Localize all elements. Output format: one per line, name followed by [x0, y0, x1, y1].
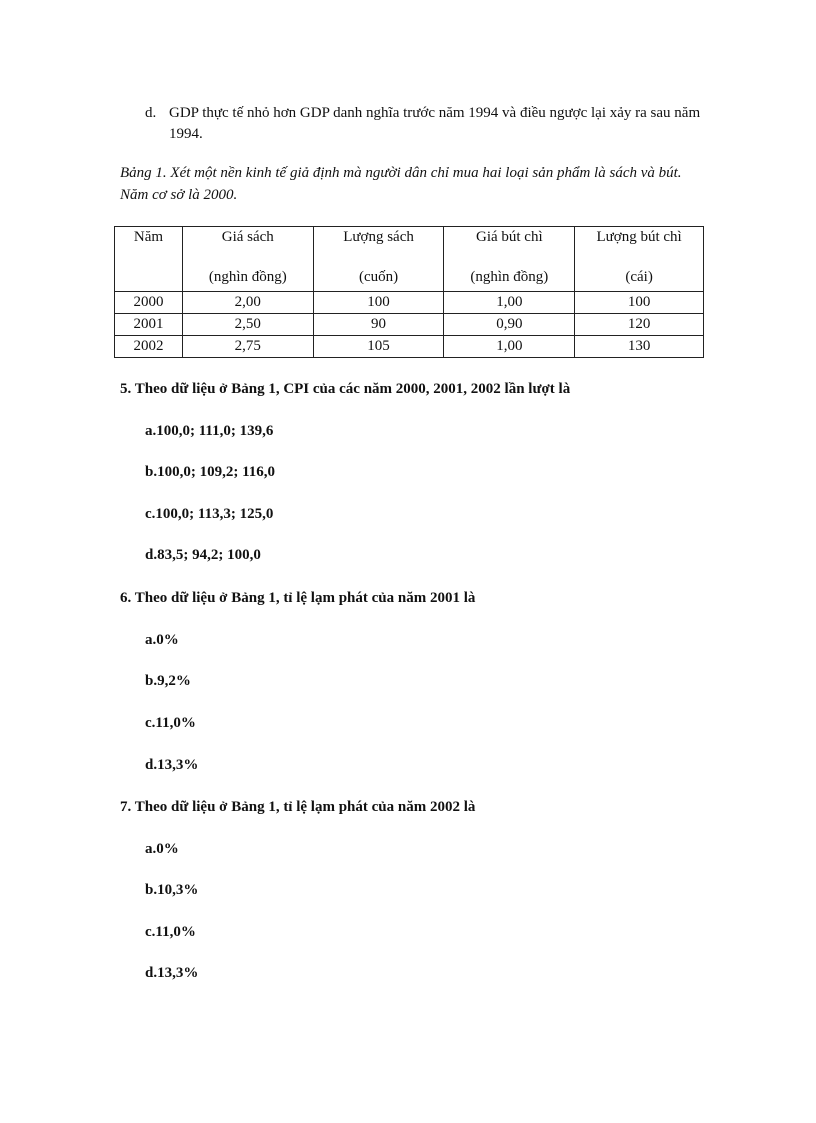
table-cell: 105: [313, 336, 444, 358]
answer-option-d: [145, 103, 715, 145]
header-unit: (cuốn): [358, 269, 399, 285]
question-5-option-d: d.83,5; 94,2; 100,0: [145, 547, 261, 563]
question-7-option-c: c.11,0%: [145, 924, 196, 940]
table-cell: 2,50: [182, 314, 313, 336]
table-cell: 0,90: [444, 314, 575, 336]
table-cell: 2002: [115, 336, 183, 358]
table-cell: 2,75: [182, 336, 313, 358]
header-book-price: [182, 227, 313, 292]
question-6-option-c: c.11,0%: [145, 715, 196, 731]
table-caption: Bảng 1. Xét một nền kinh tế giả định mà người dân chỉ mua hai loại sản phẩm là sách và bút. Năm cơ sở là 2000.: [120, 165, 682, 203]
table-cell: 100: [575, 292, 704, 314]
question-5: 5. Theo dữ liệu ở Bảng 1, CPI của các năm 2000, 2001, 2002 lần lượt là: [120, 381, 571, 397]
header-label: Giá bút chì: [475, 229, 543, 245]
option-text: GDP thực tế nhỏ hơn GDP danh nghĩa trước năm 1994 và điều ngược lại xảy ra sau năm 1994.: [169, 105, 701, 142]
table-cell: 2001: [115, 314, 183, 336]
question-6-option-b: b.9,2%: [145, 673, 191, 689]
header-label: Giá sách: [221, 229, 274, 245]
header-label: Lượng sách: [343, 229, 414, 245]
header-unit: (nghìn đồng): [470, 269, 549, 285]
table-cell: 2000: [115, 292, 183, 314]
header-pencil-quantity: [575, 227, 704, 292]
table-cell: 2,00: [182, 292, 313, 314]
header-book-quantity: [313, 227, 444, 292]
table-cell: 1,00: [444, 336, 575, 358]
question-5-option-a: a.100,0; 111,0; 139,6: [145, 423, 274, 439]
question-6: 6. Theo dữ liệu ở Bảng 1, tỉ lệ lạm phát của năm 2001 là: [120, 590, 476, 606]
header-label: Năm: [133, 229, 164, 245]
header-year: [115, 227, 183, 292]
question-7: 7. Theo dữ liệu ở Bảng 1, tỉ lệ lạm phát của năm 2002 là: [120, 799, 476, 815]
option-marker: d.: [145, 105, 157, 121]
table-cell: 120: [575, 314, 704, 336]
table-row: [115, 292, 704, 314]
table-cell: 90: [313, 314, 444, 336]
question-6-option-d: d.13,3%: [145, 757, 199, 773]
table-header-row: [115, 227, 704, 292]
data-table: [114, 226, 704, 358]
question-7-option-a: a.0%: [145, 841, 179, 857]
question-6-option-a: a.0%: [145, 632, 179, 648]
question-5-option-b: b.100,0; 109,2; 116,0: [145, 464, 276, 480]
header-unit: (cái): [625, 269, 653, 285]
table-cell: 130: [575, 336, 704, 358]
question-7-option-d: d.13,3%: [145, 965, 199, 981]
header-label: Lượng bút chì: [596, 229, 682, 245]
table-row: [115, 314, 704, 336]
table-cell: 1,00: [444, 292, 575, 314]
header-pencil-price: [444, 227, 575, 292]
table-cell: 100: [313, 292, 444, 314]
table-row: [115, 336, 704, 358]
header-unit: (nghìn đồng): [208, 269, 287, 285]
question-5-option-c: c.100,0; 113,3; 125,0: [145, 506, 274, 522]
question-7-option-b: b.10,3%: [145, 882, 199, 898]
